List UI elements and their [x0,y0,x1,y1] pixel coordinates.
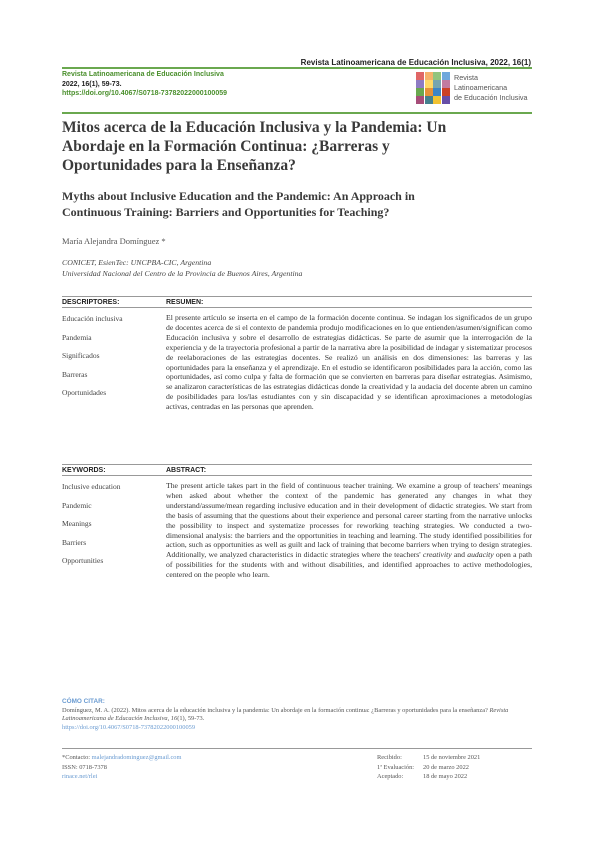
abstract-section [62,464,532,644]
date-row [377,753,480,763]
footer-dates [377,753,480,782]
logo-tile [425,96,433,104]
abstract-text [166,481,532,580]
abstract-heading: ABSTRACT: [166,467,207,474]
descriptores-heading: DESCRIPTORES: [62,299,120,306]
logo-tile [433,72,441,80]
journal-volume: 2022, 16(1), 59-73. [62,80,122,88]
abstract-text-part: The present article takes part in the field of continuous teacher training. We examine a group of teachers' meanings when asked about whether the context of the pandemic has generated any changes in what they understand/assume/mean regarding inclusive education and in their development of didactic strategies. We start from the basis of assuming that the questions about their experience and personal career starting from the narrative unlocks the possibility to inspect and systematize processes for reworking teaching strategies. We conducted a two-dimensional analysis: the barriers and the opportunities in teaching and learning. The study identified possibilities for action, such as opportunities as well as guilt and lack of training that become barriers when trying to design strategies. Additionally, we analyzed characteristics in didactic strategies where the teachers' [166,481,532,560]
date-label: 1ª Evaluación: [377,763,415,771]
logo-line: Revista [454,73,478,82]
date-row [377,763,480,773]
descriptores-list [62,314,160,407]
logo-tile [433,96,441,104]
keyword-item: Pandemic [62,500,92,510]
logo-text [454,73,528,102]
date-value: 20 de marzo 2022 [423,763,469,771]
header-rule [62,67,532,69]
abstract-italic-creativity: creativity [422,550,452,560]
contact-email-link[interactable]: malejandradominguez@gmail.com [91,754,182,761]
keyword-item: Inclusive education [62,482,121,491]
abstract-text-part: open a path of possibilities for the students with and without disabilities, and identified approaches to active methodologies, centered on the people who learn. [166,550,532,580]
how-to-cite [62,698,532,732]
logo-rule [62,112,532,114]
how-to-cite-text [62,707,532,724]
title-english: Myths about Inclusive Education and the Pandemic: An Approach in Continuous Training: Barriers and Opportunities for Teaching? [62,189,415,219]
footer-rule [62,748,532,749]
keyword-item: Pandemia [62,332,92,342]
logo-tile [442,80,450,88]
date-label: Recibido: [377,754,402,761]
abstract-italic-audacity: audacity [467,550,494,560]
date-row [377,772,480,782]
logo-tile [416,88,424,96]
logo-tile [416,80,424,88]
running-head: Revista Latinoamericana de Educación Inclusiva, 2022, 16(1) [300,58,531,67]
keyword-item: Oportunidades [62,388,107,397]
logo-tile [425,88,433,96]
logo-tile [442,88,450,96]
keywords-list [62,482,160,575]
logo-tile [425,80,433,88]
issn: ISSN: 0718-7378 [62,763,107,771]
contact-label: *Contacto: [62,754,92,761]
affiliation-line: CONICET, EsienTec: UNCPBA-CIC, Argentina [62,258,212,267]
contact-line [62,753,181,763]
affiliation [62,258,302,279]
cite-text: Domínguez, M. A. (2022). Mitos acerca de la educación inclusiva y la pandemia: Un abordaje en la formación continua: ¿Barreras y oportunidades para la enseñanza? [62,706,490,714]
resumen-text: El presente artículo se inserta en el campo de la formación docente continua. Se indagan los significados de un grupo de docentes acerca de si el contexto de pandemia produjo modificaciones en lo que entienden/asumen/significan como Educación inclusiva y sobre el desarrollo de estrategias didácticas. Se parte de asumir que la interrogación de la experiencia y de la trayectoria profesional a partir de la narrativa abre la posibilidad de indagar y sistematizar procesos de reelaboraciones de las estrategias docentes. Se realizó un análisis en dos dimensiones: las barreras y las oportunidades para la enseñanza y el aprendizaje. En el estudio se identificaron posibilidades para la acción, como las oportunidades, así como culpa y falta de formación que se convierten en barreras para diseñar estrategias. Asimismo, se analizaron características de las estrategias didácticas donde la creatividad y la audacia del docente abren un camino de posibilidades para los/las estudiantes con y sin discapacidad y se identifican aproximaciones a metodologías activas, centradas en las personas que aprenden. [166,313,532,412]
logo-tile [416,72,424,80]
author: María Alejandra Domínguez * [62,236,166,246]
keyword-item: Meanings [62,519,92,528]
logo-line: de Educación Inclusiva [454,92,528,102]
logo-tile [425,72,433,80]
logo-tile [433,80,441,88]
keyword-item: Barreras [62,369,88,379]
logo-tile [442,72,450,80]
resumen-header [62,296,532,308]
keyword-item: Opportunities [62,556,104,565]
logo-mosaic-icon [416,72,450,104]
how-to-cite-heading: CÓMO CITAR: [62,698,105,705]
footer-contact [62,753,181,782]
journal-logo [416,72,534,104]
keyword-item: Barriers [62,537,87,547]
cite-doi-link[interactable]: https://doi.org/10.4067/S0718-73782022000100059 [62,723,196,731]
logo-tile [433,88,441,96]
date-label: Aceptado: [377,773,404,780]
journal-citation-block [62,70,227,99]
resumen-section [62,296,532,463]
site-link[interactable]: rinace.net/rlei [62,773,98,780]
logo-tile [442,96,450,104]
keywords-heading: KEYWORDS: [62,467,106,474]
logo-tile [416,96,424,104]
abstract-text-part: and [451,550,468,560]
date-value: 15 de noviembre 2021 [423,754,481,761]
title-spanish: Mitos acerca de la Educación Inclusiva y la Pandemia: Un Abordaje en la Formación Continua: ¿Barreras y Oportunidades para la Enseñanza? [62,119,447,174]
cite-text: (1), 59-73. [177,715,205,723]
keyword-item: Educación inclusiva [62,314,123,323]
keyword-item: Significados [62,351,100,360]
abstract-header [62,464,532,476]
date-value: 18 de mayo 2022 [423,773,468,780]
logo-line: Latinoamericana [454,82,508,92]
resumen-heading: RESUMEN: [166,299,204,306]
cite-journal-italic: Revista Latinoamericana de Educación Inclusiva, 16 [62,706,509,723]
affiliation-line: Universidad Nacional del Centro de la Provincia de Buenos Aires, Argentina [62,268,303,278]
journal-name: Revista Latinoamericana de Educación Inclusiva [62,71,224,78]
journal-doi-link[interactable]: https://doi.org/10.4067/S0718-73782022000100059 [62,90,227,97]
